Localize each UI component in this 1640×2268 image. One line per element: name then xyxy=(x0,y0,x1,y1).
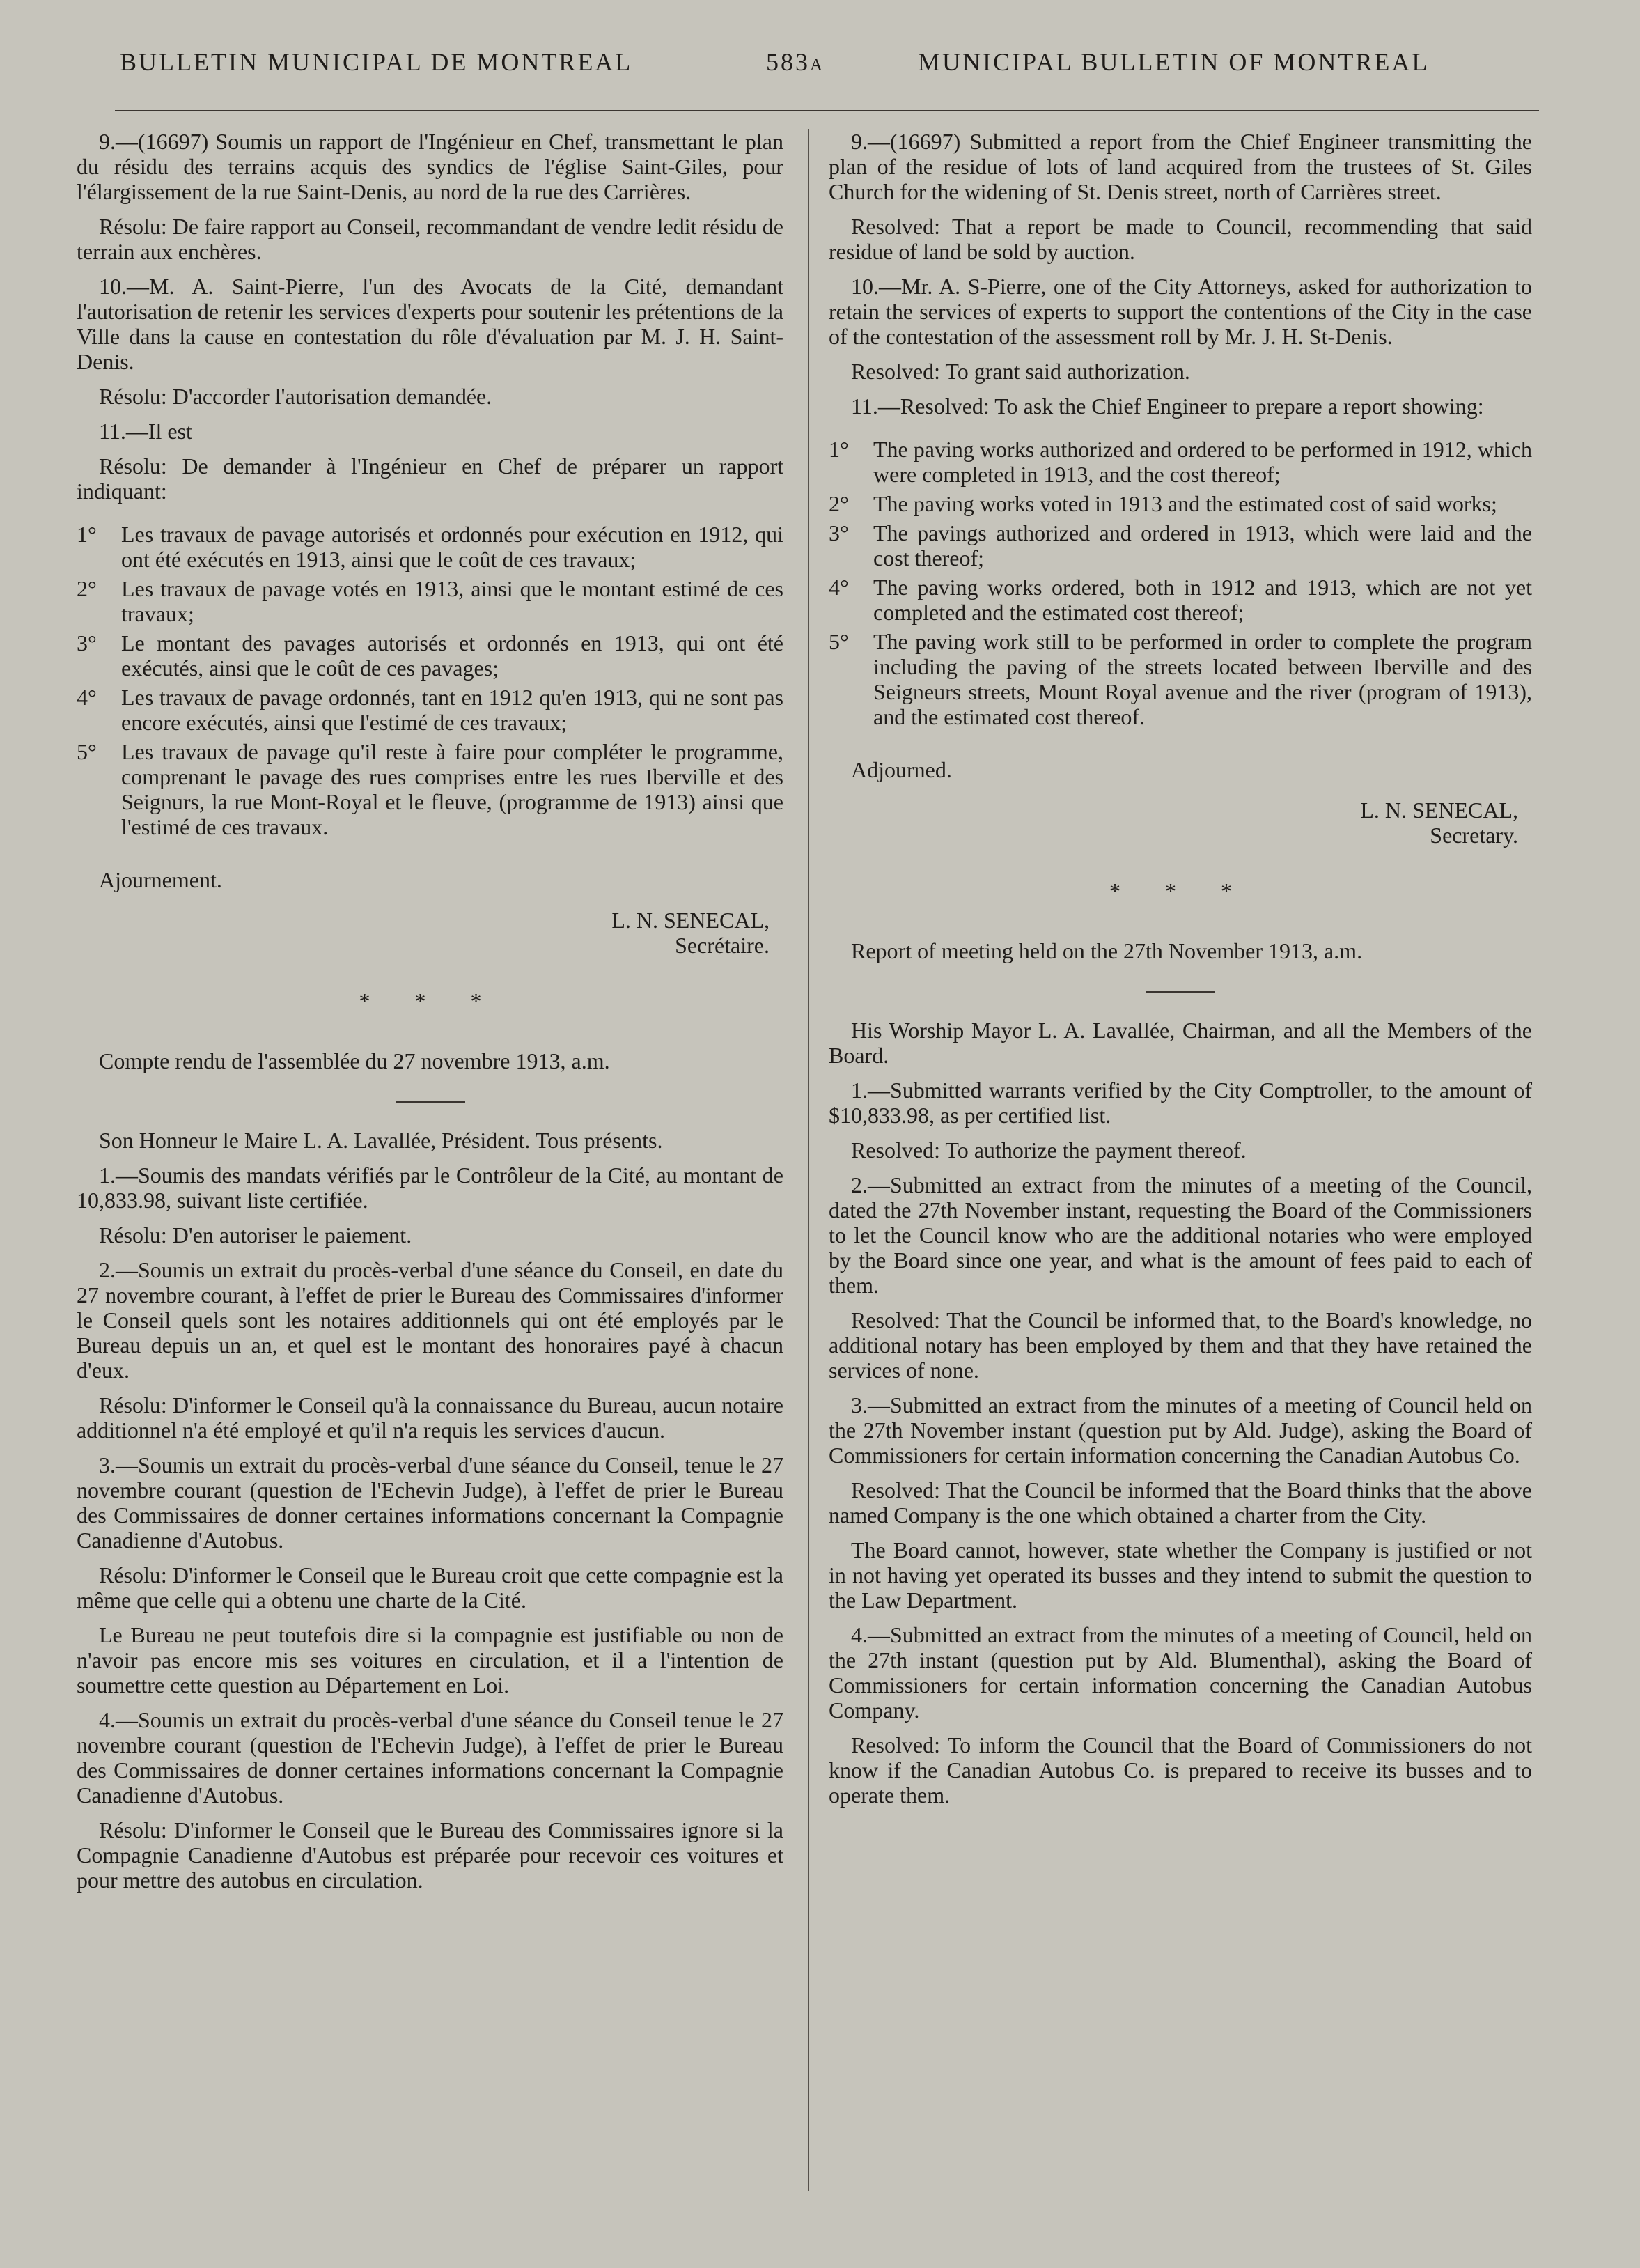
en-meeting-item-1-resolution: Resolved: To authorize the payment thereof. xyxy=(851,1137,1247,1163)
en-attendance: His Worship Mayor L. A. Lavallée, Chairman, and all the Members of the Board. xyxy=(829,1018,1532,1068)
fr-item-11-resolution: Résolu: De demander à l'Ingénieur en Chef de préparer un rapport indiquant: xyxy=(77,453,783,504)
list-text: Les travaux de pavage votés en 1913, ainsi que le montant estimé de ces travaux; xyxy=(121,576,783,626)
list-number: 4° xyxy=(77,685,97,710)
fr-meeting-title: Compte rendu de l'assemblée du 27 novembre 1913, a.m. xyxy=(99,1048,610,1073)
list-item xyxy=(829,491,1532,516)
fr-signature-name: L. N. SENECAL, xyxy=(611,908,770,933)
list-number: 3° xyxy=(829,520,849,545)
fr-title-dash xyxy=(396,1101,465,1103)
fr-meeting-item-3: 3.—Soumis un extrait du procès-verbal d'une séance du Conseil, tenue le 27 novembre courant (question de l'Echevin Judge), à l'effet de prier le Bureau des Commissaires de donner certaines informations concernant la Compagnie Canadienne d'Autobus. xyxy=(77,1452,783,1553)
list-text: Les travaux de pavage ordonnés, tant en 1912 qu'en 1913, qui ne sont pas encore exécutés, ainsi que l'estimé de ces travaux; xyxy=(121,685,783,735)
en-meeting-item-2: 2.—Submitted an extract from the minutes of a meeting of the Council, dated the 27th November instant, requesting the Board of the Commissioners to let the Council know who are the additional notaries who were employed by the Board since one year, and what is the amount of fees paid to each of them. xyxy=(829,1172,1532,1298)
en-meeting-title: Report of meeting held on the 27th November 1913, a.m. xyxy=(851,938,1363,963)
list-item xyxy=(77,522,783,572)
en-meeting-item-4-resolution: Resolved: To inform the Council that the Board of Commissioners do not know if the Canadian Autobus Co. is prepared to receive its busses and to operate them. xyxy=(829,1732,1532,1808)
en-item-10: 10.—Mr. A. S-Pierre, one of the City Attorneys, asked for authorization to retain the services of experts to support the contentions of the City in the case of the contestation of the assessment roll by Mr. J. H. St-Denis. xyxy=(829,274,1532,349)
list-item xyxy=(77,576,783,626)
fr-meeting-item-4: 4.—Soumis un extrait du procès-verbal d'une séance du Conseil tenue le 27 novembre courant (question de l'Echevin Judge), à l'effet de prier le Bureau des Commissaires de donner certaines informations concernant la Compagnie Canadienne d'Autobus. xyxy=(77,1707,783,1808)
en-signature-title: Secretary. xyxy=(1430,823,1518,848)
en-meeting-item-2-resolution: Resolved: That the Council be informed that, to the Board's knowledge, no additional notary has been employed by them and that they have retained the services of none. xyxy=(829,1307,1532,1383)
en-meeting-item-3: 3.—Submitted an extract from the minutes of a meeting of Council held on the 27th November instant (question put by Ald. Judge), asking the Board of Commissioners for certain information concerning the Canadian Autobus Co. xyxy=(829,1392,1532,1468)
list-text: Les travaux de pavage qu'il reste à faire pour compléter le programme, comprenant le pavage des rues comprises entre les rues Iberville et des Seignurs, la rue Mont-Royal et le fleuve, (programme de 1913) ainsi que l'estimé de ces travaux. xyxy=(121,739,783,839)
header-english-title: MUNICIPAL BULLETIN OF MONTREAL xyxy=(918,48,1430,76)
list-text: Les travaux de pavage autorisés et ordonnés pour exécution en 1912, qui ont été exécutés en 1913, ainsi que le coût de ces travaux; xyxy=(121,522,783,572)
list-item xyxy=(829,629,1532,729)
list-item xyxy=(829,437,1532,487)
page-number: 583a xyxy=(766,48,825,76)
fr-meeting-item-2-resolution: Résolu: D'informer le Conseil qu'à la connaissance du Bureau, aucun notaire additionnel n'a été employé et qu'il n'a requis les services d'aucun. xyxy=(77,1392,783,1443)
en-section-stars: * * * xyxy=(1109,878,1251,903)
fr-meeting-item-1-resolution: Résolu: D'en autoriser le paiement. xyxy=(99,1222,412,1248)
en-item-9: 9.—(16697) Submitted a report from the Chief Engineer transmitting the plan of the residue of lots of land acquired from the trustees of St. Giles Church for the widening of St. Denis street, north of Carrières street. xyxy=(829,129,1532,204)
fr-adjournment: Ajournement. xyxy=(99,867,222,892)
fr-item-11: 11.—Il est xyxy=(99,419,192,444)
fr-report-list xyxy=(77,522,783,839)
en-meeting-item-4: 4.—Submitted an extract from the minutes of a meeting of Council, held on the 27th instant (question put by Ald. Blumenthal), asking the Board of Commissioners for certain information concerning the Canadian Autobus Company. xyxy=(829,1622,1532,1723)
en-signature-name: L. N. SENECAL, xyxy=(1360,798,1518,823)
en-item-10-resolution: Resolved: To grant said authorization. xyxy=(851,359,1190,384)
fr-signature-title: Secrétaire. xyxy=(675,933,770,958)
list-number: 2° xyxy=(77,576,97,601)
fr-item-9: 9.—(16697) Soumis un rapport de l'Ingénieur en Chef, transmettant le plan du résidu des terrains acquis des syndics de l'église Saint-Giles, pour l'élargissement de la rue Saint-Denis, au nord de la rue des Carrières. xyxy=(77,129,783,204)
en-item-11-resolution: 11.—Resolved: To ask the Chief Engineer to prepare a report showing: xyxy=(851,394,1484,419)
fr-section-stars: * * * xyxy=(359,988,501,1013)
en-adjournment: Adjourned. xyxy=(851,757,952,782)
fr-meeting-item-1: 1.—Soumis des mandats vérifiés par le Contrôleur de la Cité, au montant de 10,833.98, suivant liste certifiée. xyxy=(77,1163,783,1213)
en-item-9-resolution: Resolved: That a report be made to Council, recommending that said residue of land be sold by auction. xyxy=(829,214,1532,264)
list-text: Le montant des pavages autorisés et ordonnés en 1913, qui ont été exécutés, ainsi que le coût de ces pavages; xyxy=(121,630,783,681)
en-meeting-item-3-note: The Board cannot, however, state whether the Company is justified or not in not having yet operated its busses and they intend to submit the question to the Law Department. xyxy=(829,1537,1532,1613)
header-french-title: BULLETIN MUNICIPAL DE MONTREAL xyxy=(120,48,633,76)
fr-attendance: Son Honneur le Maire L. A. Lavallée, Président. Tous présents. xyxy=(99,1128,663,1153)
fr-meeting-item-3-resolution: Résolu: D'informer le Conseil que le Bureau croit que cette compagnie est la même que celle qui a obtenu une charte de la Cité. xyxy=(77,1562,783,1613)
en-title-dash xyxy=(1146,991,1215,993)
list-number: 1° xyxy=(77,522,97,547)
french-column xyxy=(77,129,783,1902)
header-rule xyxy=(115,110,1539,111)
list-number: 1° xyxy=(829,437,849,462)
list-number: 2° xyxy=(829,491,849,516)
list-number: 4° xyxy=(829,575,849,600)
list-item xyxy=(829,575,1532,625)
english-column xyxy=(829,129,1532,1817)
list-number: 3° xyxy=(77,630,97,655)
column-divider xyxy=(808,129,809,2191)
list-text: The paving works ordered, both in 1912 and 1913, which are not yet completed and the estimated cost thereof; xyxy=(873,575,1532,625)
list-number: 5° xyxy=(77,739,97,764)
page-header xyxy=(0,47,1640,103)
list-text: The pavings authorized and ordered in 1913, which were laid and the cost thereof; xyxy=(873,520,1532,570)
fr-item-10-resolution: Résolu: D'accorder l'autorisation demandée. xyxy=(99,384,492,409)
en-meeting-item-1: 1.—Submitted warrants verified by the City Comptroller, to the amount of $10,833.98, as per certified list. xyxy=(829,1078,1532,1128)
list-text: The paving works voted in 1913 and the estimated cost of said works; xyxy=(873,491,1497,516)
fr-item-9-resolution: Résolu: De faire rapport au Conseil, recommandant de vendre ledit résidu de terrain aux enchères. xyxy=(77,214,783,264)
fr-item-10: 10.—M. A. Saint-Pierre, l'un des Avocats de la Cité, demandant l'autorisation de retenir les services d'experts pour soutenir les prétentions de la Ville dans la cause en contestation du rôle d'évaluation par M. J. H. Saint-Denis. xyxy=(77,274,783,374)
list-number: 5° xyxy=(829,629,849,654)
fr-meeting-item-2: 2.—Soumis un extrait du procès-verbal d'une séance du Conseil, en date du 27 novembre courant, à l'effet de prier le Bureau des Commissaires d'informer le Conseil quels sont les notaires additionnels qui ont été employés par le Bureau depuis un an, et quel est le montant des honoraires payé à chacun d'eux. xyxy=(77,1257,783,1383)
list-item xyxy=(77,739,783,839)
fr-meeting-item-4-resolution: Résolu: D'informer le Conseil que le Bureau des Commissaires ignore si la Compagnie Canadienne d'Autobus est préparée pour recevoir ces voitures et pour mettre des autobus en circulation. xyxy=(77,1817,783,1893)
list-text: The paving works authorized and ordered to be performed in 1912, which were completed in 1913, and the cost thereof; xyxy=(873,437,1532,487)
list-item xyxy=(829,520,1532,570)
list-text: The paving work still to be performed in order to complete the program including the paving of the streets located between Iberville and des Seigneurs streets, Mount Royal avenue and the river (program of 1913), and the estimated cost thereof. xyxy=(873,629,1532,729)
list-item xyxy=(77,685,783,735)
list-item xyxy=(77,630,783,681)
fr-meeting-item-3-note: Le Bureau ne peut toutefois dire si la compagnie est justifiable ou non de n'avoir pas encore mis ses voitures en circulation, et il a l'intention de soumettre cette question au Département en Loi. xyxy=(77,1622,783,1698)
en-meeting-item-3-resolution: Resolved: That the Council be informed that the Board thinks that the above named Company is the one which obtained a charter from the City. xyxy=(829,1477,1532,1528)
en-report-list xyxy=(829,437,1532,729)
